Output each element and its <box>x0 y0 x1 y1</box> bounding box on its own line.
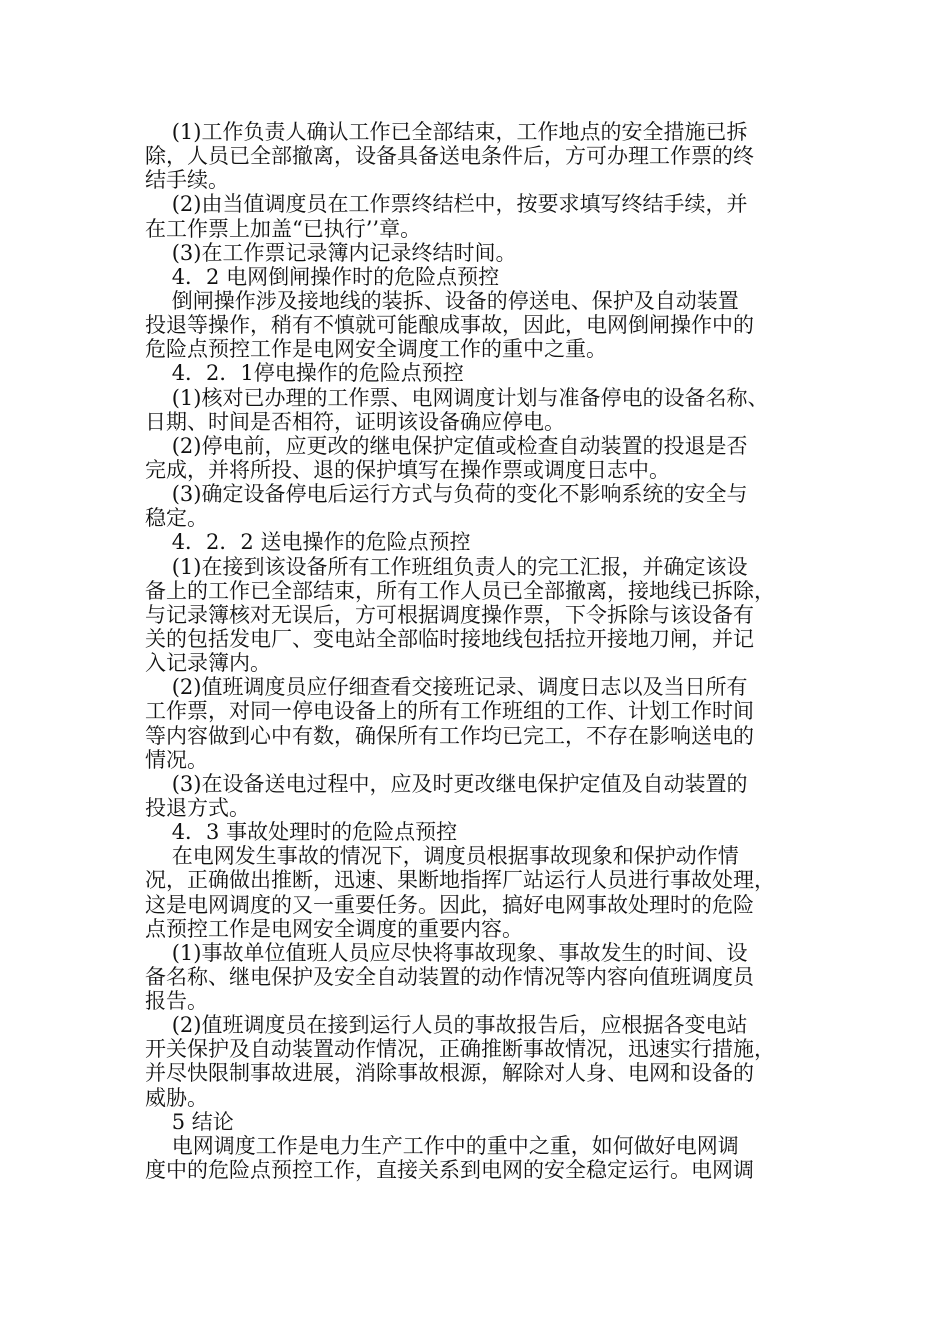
text-line: 投退等操作，稍有不慎就可能酿成事故，因此，电网倒闸操作中的 <box>145 313 754 338</box>
text-line: (1)工作负责人确认工作已全部结束，工作地点的安全措施已拆 <box>145 120 748 144</box>
text-line: 威胁。 <box>145 1085 208 1110</box>
text-line: 报告。 <box>145 989 208 1014</box>
text-line: 在工作票上加盖“已执行’’章。 <box>145 216 422 241</box>
text-line: 日期、时间是否相符，证明该设备确应停电。 <box>145 409 565 434</box>
text-line: 倒闸操作涉及接地线的装拆、设备的停送电、保护及自动装置 <box>145 288 739 313</box>
text-line: 点预控工作是电网安全调度的重要内容。 <box>145 916 523 941</box>
text-line: (2)值班调度员应仔细查看交接班记录、调度日志以及当日所有 <box>145 675 748 700</box>
text-line: (3)在设备送电过程中，应及时更改继电保护定值及自动装置的 <box>145 771 748 796</box>
text-line: (3)在工作票记录簿内记录终结时间。 <box>145 240 517 265</box>
text-line: (2)停电前，应更改的继电保护定值或检查自动装置的投退是否 <box>145 433 748 458</box>
section-heading: 4．2 电网倒闸操作时的危险点预控 <box>145 264 500 289</box>
text-line: (1)在接到该设备所有工作班组负责人的完工汇报，并确定该设 <box>145 554 748 579</box>
text-line: (2)值班调度员在接到运行人员的事故报告后，应根据各变电站 <box>145 1013 748 1038</box>
section-heading: 4．2．1停电操作的危险点预控 <box>145 361 464 386</box>
section-heading: 4．2．2 送电操作的危险点预控 <box>145 530 471 555</box>
text-line: (1)事故单位值班人员应尽快将事故现象、事故发生的时间、设 <box>145 940 748 965</box>
text-line: 在电网发生事故的情况下，调度员根据事故现象和保护动作情 <box>145 844 739 869</box>
text-line: 完成，并将所投、退的保护填写在操作票或调度日志中。 <box>145 457 670 482</box>
text-line: 稳定。 <box>145 506 208 531</box>
text-line: (1)核对已办理的工作票、电网调度计划与准备停电的设备名称、 <box>145 385 769 410</box>
text-line: 除，人员已全部撤离，设备具备送电条件后，方可办理工作票的终 <box>145 144 754 169</box>
text-line: (3)确定设备停电后运行方式与负荷的变化不影响系统的安全与 <box>145 482 748 507</box>
text-line: 电网调度工作是电力生产工作中的重中之重，如何做好电网调 <box>145 1133 739 1158</box>
section-heading: 5 结论 <box>145 1109 234 1134</box>
text-line: 情况。 <box>145 747 208 772</box>
text-line: 工作票，对同一停电设备上的所有工作班组的工作、计划工作时间 <box>145 699 754 724</box>
text-line: 并尽快限制事故进展，消除事故根源，解除对人身、电网和设备的 <box>145 1061 754 1086</box>
section-heading: 4．3 事故处理时的危险点预控 <box>145 820 458 845</box>
text-line: 度中的危险点预控工作，直接关系到电网的安全稳定运行。电网调 <box>145 1158 754 1183</box>
text-line: 入记录簿内。 <box>145 651 271 676</box>
text-line: 备名称、继电保护及安全自动装置的动作情况等内容向值班调度员 <box>145 964 754 989</box>
text-line: 关的包括发电厂、变电站全部临时接地线包括拉开接地刀闸，并记 <box>145 626 754 651</box>
text-line: 这是电网调度的又一重要任务。因此，搞好电网事故处理时的危险 <box>145 892 754 917</box>
text-line: 危险点预控工作是电网安全调度工作的重中之重。 <box>145 337 607 362</box>
text-line: 况，正确做出推断，迅速、果断地指挥厂站运行人员进行事故处理， <box>145 868 775 893</box>
text-line: 备上的工作已全部结束，所有工作人员已全部撤离，接地线已拆除， <box>145 578 775 603</box>
document-page <box>145 120 810 1182</box>
text-line: 投退方式。 <box>145 795 250 820</box>
text-line: 等内容做到心中有数，确保所有工作均已完工，不存在影响送电的 <box>145 723 754 748</box>
text-line: 与记录簿核对无误后，方可根据调度操作票，下令拆除与该设备有 <box>145 602 754 627</box>
text-line: (2)由当值调度员在工作票终结栏中，按要求填写终结手续，并 <box>145 192 748 217</box>
text-line: 开关保护及自动装置动作情况，正确推断事故情况，迅速实行措施， <box>145 1037 775 1062</box>
text-line: 结手续。 <box>145 168 229 193</box>
